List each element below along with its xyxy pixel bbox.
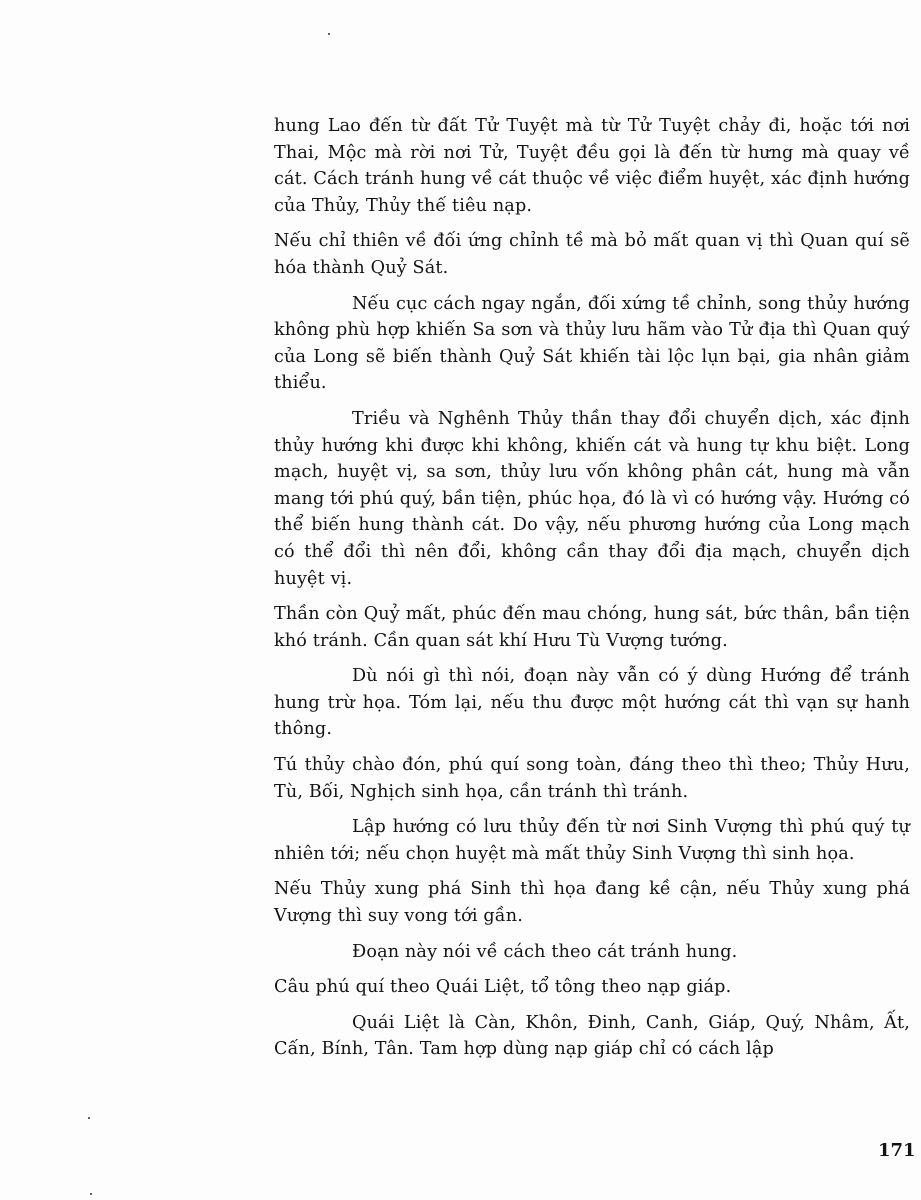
paragraph: Triều và Nghênh Thủy thần thay đổi chuyển dịch, xác định thủy hướng khi được khi không, khiến cát và hung tự khu biệt. Long mạch, huyệt vị, sa sơn, thủy lưu vốn không phân cát, hung mà vẫn mang tới phú quý, bần tiện, phúc họa, đó là vì có hướng vậy. Hướng có thể biến hung thành cát. Do vậy, nếu phương hướng của Long mạch có thể đổi thì nên đổi, không cần thay đổi địa mạch, chuyển dịch huyệt vị. [274,408,910,589]
page-number: 171 [878,1140,916,1161]
paragraph: hung Lao đến từ đất Tử Tuyệt mà từ Tử Tuyệt chảy đi, hoặc tới nơi Thai, Mộc mà rời nơi Tử, Tuyệt đều gọi là đến từ hưng mà quay về cát. Cách tránh hung về cát thuộc về việc điểm huyệt, xác định hướng của Thủy, Thủy thế tiêu nạp. [274,116,910,216]
body-text [274,113,910,1072]
paragraph: Đoạn này nói về cách theo cát tránh hung. [352,941,738,962]
paragraph: Câu phú quí theo Quái Liệt, tổ tông theo nạp giáp. [274,977,732,998]
paragraph: Thần còn Quỷ mất, phúc đến mau chóng, hung sát, bức thân, bần tiện khó tránh. Cần quan sát khí Hưu Tù Vượng tướng. [274,604,910,651]
paragraph: Lập hướng có lưu thủy đến từ nơi Sinh Vượng thì phú quý tự nhiên tới; nếu chọn huyệt mà mất thủy Sinh Vượng thì sinh họa. [274,817,910,864]
paragraph: Nếu cục cách ngay ngắn, đối xứng tề chỉnh, song thủy hướng không phù hợp khiến Sa sơn và thủy lưu hãm vào Tử địa thì Quan quý của Long sẽ biến thành Quỷ Sát khiến tài lộc lụn bại, gia nhân giảm thiểu. [274,293,910,394]
paragraph: Nếu Thủy xung phá Sinh thì họa đang kề cận, nếu Thủy xung phá Vượng thì suy vong tới gần. [274,879,910,927]
paragraph: Dù nói gì thì nói, đoạn này vẫn có ý dùng Hướng để tránh hung trừ họa. Tóm lại, nếu thu được một hướng cát thì vạn sự hanh thông. [274,666,910,740]
scan-speck [328,33,330,35]
scan-speck [88,1117,90,1119]
paragraph: Nếu chỉ thiên về đối ứng chỉnh tề mà bỏ mất quan vị thì Quan quí sẽ hóa thành Quỷ Sát. [274,231,910,278]
scan-speck [90,1193,92,1195]
paragraph: Tú thủy chào đón, phú quí song toàn, đáng theo thì theo; Thủy Hưu, Tù, Bối, Nghịch sinh họa, cần tránh thì tránh. [274,755,910,802]
paragraph: Quái Liệt là Càn, Khôn, Đinh, Canh, Giáp, Quý, Nhâm, Ất, Cấn, Bính, Tân. Tam hợp dùng nạp giáp chỉ có cách lập [274,1012,910,1060]
